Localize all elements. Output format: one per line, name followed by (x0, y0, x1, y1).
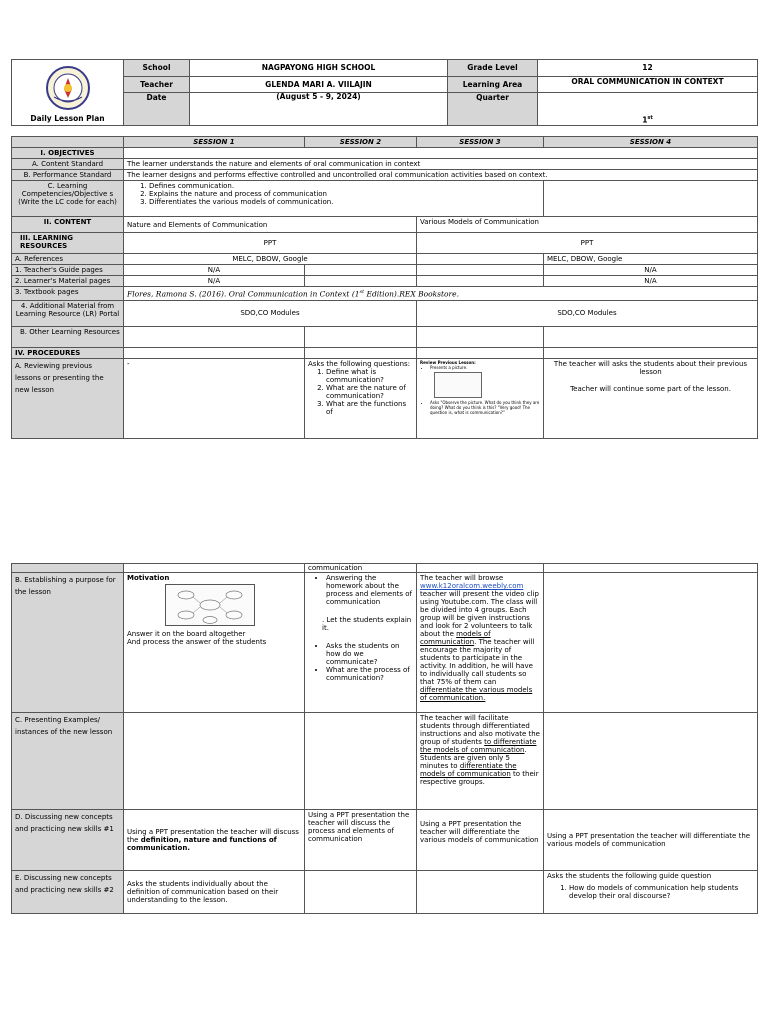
learning-resources-label: III. LEARNING RESOURCES (12, 233, 124, 254)
establishing-purpose-label: B. Establishing a purpose for the lesson (12, 573, 124, 713)
resources-ppt-right: PPT (417, 233, 758, 254)
date-value (190, 93, 448, 126)
reviewing-s4 (544, 358, 758, 438)
session-3-header: SESSION 3 (417, 137, 544, 148)
motivation-text1: Answer it on the board altogether (127, 630, 246, 638)
session-2-header: SESSION 2 (305, 137, 417, 148)
review-list (420, 365, 540, 370)
discussing-1-s2: Using a PPT presentation the teacher will discuss the process and elements of communication (305, 810, 417, 871)
reviewing-s3 (417, 358, 544, 438)
content-standard-text: The learner understands the nature and elements of oral communication in context (124, 159, 758, 170)
discussing-1-label: D. Discussing new concepts and practicing new skills #1 (12, 810, 124, 871)
list-item: 1. Defines communication. (149, 182, 540, 190)
learning-area-value: ORAL COMMUNICATION IN CONTEXT (538, 77, 758, 93)
content-right: Various Models of Communication (417, 217, 758, 233)
grade-level-value: 12 (538, 60, 758, 77)
references-label: A. References (12, 254, 124, 265)
list-item: 3. What are the functions of (326, 400, 413, 416)
motivation-diagram-icon (165, 584, 255, 626)
list-item: • Answering the homework about the process and elements of communication (326, 574, 413, 606)
establishing-s3: The teacher will browse www.k12oralcom.weebly.com teacher will present the video clip using Youtube.com. The class will be divided into 4 groups. Each group will be given instructions and look for 2 volunteers to talk about the models of communication. The teacher will encourage the majority of students to participate in the activity. In addition, he will have to individually call students so that 75% of them can differentiate the various models of communication. (417, 573, 544, 713)
lm-na-4: N/A (544, 276, 758, 287)
lr-portal-left: SDO,CO Modules (124, 300, 417, 326)
motivation-text2: And process the answer of the students (127, 638, 267, 646)
school-value: NAGPAYONG HIGH SCHOOL (190, 60, 448, 77)
quarter-label: Quarter (448, 93, 538, 126)
list-item: 3. Differentiates the various models of communication. (149, 198, 540, 206)
lr-portal-right: SDO,CO Modules (417, 300, 758, 326)
list-item: 1. Define what is communication? (326, 368, 413, 384)
discussing-2-s1: Asks the students individually about the definition of communication based on their understanding to the lesson. (124, 871, 305, 914)
list-item: 1. How do models of communication help students develop their oral discourse? (569, 884, 754, 900)
performance-standard-label: B. Performance Standard (12, 170, 124, 181)
presenting-s3: The teacher will facilitate students through differentiated instructions and also motivate the group of students to differentiate the models of communication. Students are given only 5 minutes to differentiate the models of communication to their respective groups. (417, 713, 544, 810)
content-label: II. CONTENT (12, 217, 124, 233)
reviewing-s4-line2: Teacher will continue some part of the lesson. (570, 384, 731, 393)
objectives-label: I. OBJECTIVES (12, 148, 124, 159)
learners-material-label: 2. Learner's Material pages (12, 276, 124, 287)
teacher-value: GLENDA MARI A. VIILAJIN (190, 77, 448, 93)
lm-na-1: N/A (124, 276, 305, 287)
date-label: Date (124, 93, 190, 126)
deped-seal-icon (42, 65, 94, 111)
content-standard-label: A. Content Standard (12, 159, 124, 170)
list-item: • Presents a picture. (430, 365, 540, 370)
performance-standard-text: The learner designs and performs effective controlled and uncontrolled oral communication activities based on context. (124, 170, 758, 181)
date-range: (August 5 - 9, 2024) (276, 92, 361, 101)
reviewing-s2-intro: Asks the following questions: (308, 359, 411, 368)
header-table (11, 59, 758, 126)
discussing-2-s4-intro: Asks the students the following guide question (547, 872, 712, 880)
list-item: • Asks the students on how do we communicate? (326, 642, 413, 666)
carryover-s2: communication (305, 564, 417, 573)
motivation-title: Motivation (127, 574, 170, 582)
establishing-s2-list (308, 574, 413, 606)
reviewing-s4-line1: The teacher will asks the students about their previous lesson (553, 359, 748, 376)
textbook-citation: Flores, Ramona S. (2016). Oral Communication in Context (1st Edition).REX Bookstore. (124, 287, 758, 301)
guide-question-list (547, 884, 754, 900)
establishing-s2-list-2 (308, 642, 413, 682)
learning-area-label: Learning Area (448, 77, 538, 93)
procedures-label: IV. PROCEDURES (12, 347, 124, 358)
resources-ppt-left: PPT (124, 233, 417, 254)
quarter-suffix: st (647, 114, 653, 121)
reviewing-s2 (305, 358, 417, 438)
reviewing-s1: - (124, 358, 305, 438)
discussing-1-s3: Using a PPT presentation the teacher will differentiate the various models of communication (417, 810, 544, 871)
quarter-number: 1 (642, 115, 648, 124)
textbook-label: 3. Textbook pages (12, 287, 124, 301)
discussing-1-s1: Using a PPT presentation the teacher will discuss the definition, nature and functions of communication. (124, 810, 305, 871)
competencies-label: C. Learning Competencies/Objective s (Write the LC code for each) (12, 181, 124, 217)
discussing-2-s4 (544, 871, 758, 914)
list-item: • Asks "Observe the picture. What do you think they are doing? What do you think is this? "Very good! The question is, what is communication?" (430, 400, 540, 415)
tg-na-1: N/A (124, 265, 305, 276)
presenting-examples-label: C. Presenting Examples/ instances of the new lesson (12, 713, 124, 810)
discussing-2-label: E. Discussing new concepts and practicing new skills #2 (12, 871, 124, 914)
establishing-s2-mid: . Let the students explain it. (322, 616, 412, 632)
establishing-s2 (305, 573, 417, 713)
k12oralcom-link[interactable]: www.k12oralcom.weebly.com (420, 582, 524, 590)
content-left: Nature and Elements of Communication (124, 217, 417, 233)
quarter-value (538, 93, 758, 126)
school-label: School (124, 60, 190, 77)
references-left: MELC, DBOW, Google (124, 254, 417, 265)
tg-na-4: N/A (544, 265, 758, 276)
list-item: • What are the process of communication? (326, 666, 413, 682)
reviewing-s2-list (308, 368, 413, 416)
review-title: Review Previous Lesson: (420, 359, 476, 365)
grade-level-label: Grade Level (448, 60, 538, 77)
review-picture (434, 372, 482, 398)
other-resources-label: B. Other Learning Resources (12, 326, 124, 347)
session-4-header: SESSION 4 (544, 137, 758, 148)
review-list-2 (420, 400, 540, 415)
lesson-table-page2 (11, 563, 758, 914)
list-item: 2. Explains the nature and process of communication (149, 190, 540, 198)
doc-title: Daily Lesson Plan (30, 113, 105, 123)
competencies-list (127, 182, 540, 206)
establishing-s1 (124, 573, 305, 713)
session-1-header: SESSION 1 (124, 137, 305, 148)
reviewing-label: A. Reviewing previous lessons or presenting the new lesson (12, 358, 124, 438)
logo-cell (12, 60, 124, 126)
lesson-table-page1 (11, 136, 758, 439)
list-item: 2. What are the nature of communication? (326, 384, 413, 400)
lr-portal-label: 4. Additional Material from Learning Resource (LR) Portal (12, 300, 124, 326)
teacher-label: Teacher (124, 77, 190, 93)
teachers-guide-label: 1. Teacher's Guide pages (12, 265, 124, 276)
competencies-cell (124, 181, 544, 217)
references-right: MELC, DBOW, Google (544, 254, 758, 265)
discussing-1-s4: Using a PPT presentation the teacher will differentiate the various models of communication (544, 810, 758, 871)
